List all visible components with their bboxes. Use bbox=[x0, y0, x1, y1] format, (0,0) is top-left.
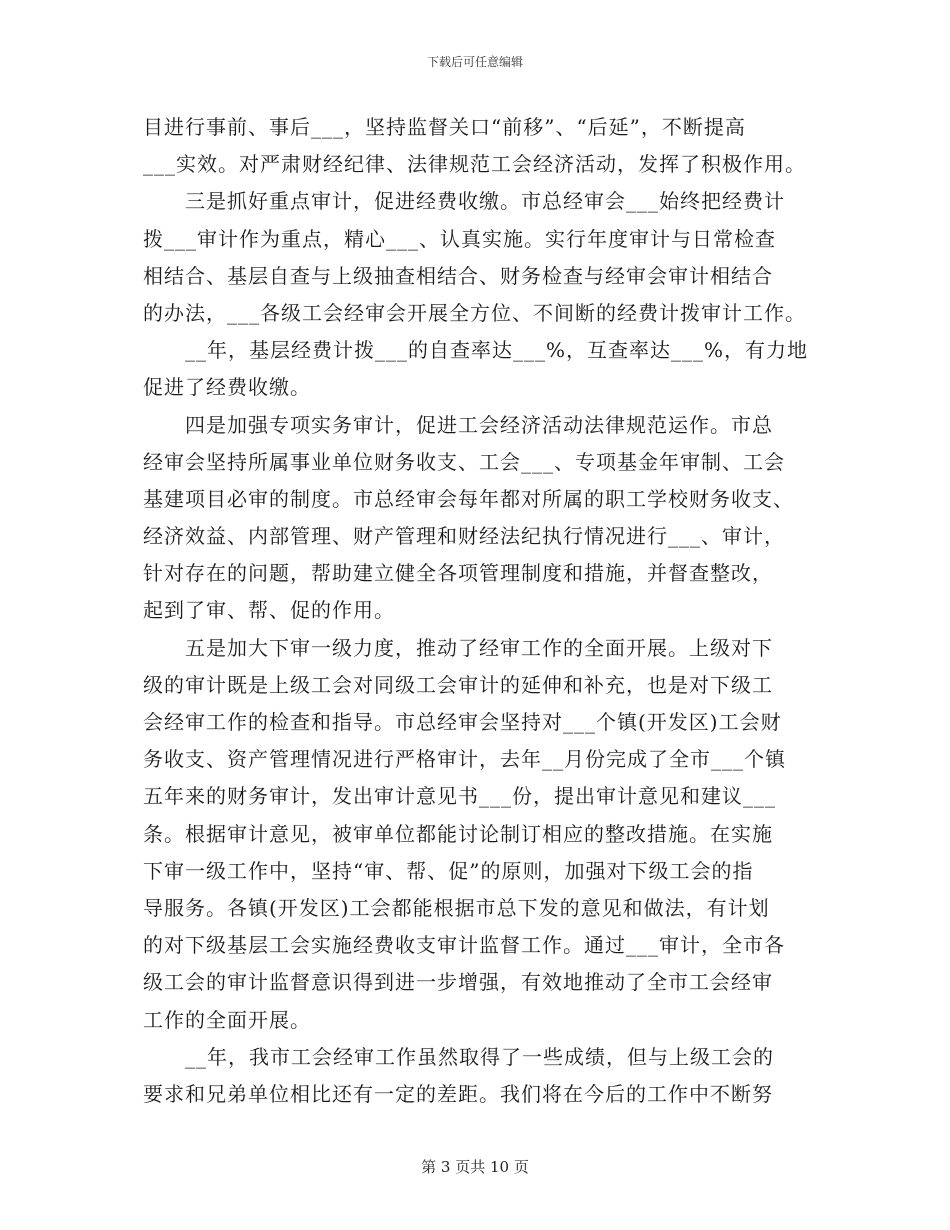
text-line: 经审会坚持所属事业单位财务收支、工会___、专项基金年审制、工会 bbox=[143, 449, 785, 474]
text-line: 目进行事前、事后___，坚持监督关口“前移”、“后延”，不断提高 bbox=[143, 115, 746, 139]
text-line: 导服务。各镇(开发区)工会都能根据市总下发的意见和做法，有计划 bbox=[143, 895, 770, 920]
text-line: 起到了审、帮、促的作用。 bbox=[143, 598, 395, 623]
text-line: 五年来的财务审计，发出审计意见书___份，提出审计意见和建议___ bbox=[143, 784, 776, 809]
text-line: 针对存在的问题，帮助建立健全各项管理制度和措施，并督查整改， bbox=[143, 561, 773, 586]
text-line: 基建项目必审的制度。市总经审会每年都对所属的职工学校财务收支、 bbox=[143, 486, 794, 511]
document-body bbox=[143, 109, 813, 1113]
text-line: ___实效。对严肃财经纪律、法律规范工会经济活动，发挥了积极作用。 bbox=[143, 152, 806, 177]
text-line: 促进了经费收缴。 bbox=[143, 375, 311, 400]
text-line: 的办法，___各级工会经审会开展全方位、不间断的经费计拨审计工作。 bbox=[143, 300, 806, 325]
text-line: 要求和兄弟单位相比还有一定的差距。我们将在今后的工作中不断努 bbox=[143, 1081, 773, 1106]
text-line: __年，基层经费计拨___的自查率达___%，互查率达___%，有力地 bbox=[143, 338, 809, 363]
text-line: 三是抓好重点审计，促进经费收缴。市总经审会___始终把经费计 bbox=[143, 189, 785, 214]
page-number: 第 3 页共 10 页 bbox=[421, 1158, 529, 1176]
text-line: 级的审计既是上级工会对同级工会审计的延伸和补充，也是对下级工 bbox=[143, 672, 773, 697]
text-line: 务收支、资产管理情况进行严格审计，去年__月份完成了全市___个镇 bbox=[143, 747, 786, 772]
text-line: 经济效益、内部管理、财产管理和财经法纪执行情况进行___、审计， bbox=[143, 524, 785, 549]
text-line: 拨___审计作为重点，精心___、认真实施。实行年度审计与日常检查 bbox=[143, 226, 776, 251]
page-header: 下载后可任意编辑 bbox=[426, 55, 523, 69]
text-line: 的对下级基层工会实施经费收支审计监督工作。通过___审计，全市各 bbox=[143, 933, 785, 958]
text-line: 相结合、基层自查与上级抽查相结合、财务检查与经审会审计相结合 bbox=[143, 263, 773, 288]
text-line: 级工会的审计监督意识得到进一步增强，有效地推动了全市工会经审 bbox=[143, 970, 773, 995]
text-line: 会经审工作的检查和指导。市总经审会坚持对___个镇(开发区)工会财 bbox=[143, 710, 782, 734]
text-line: 下审一级工作中，坚持“审、帮、促”的原则，加强对下级工会的指 bbox=[143, 858, 754, 883]
text-line: 条。根据审计意见，被审单位都能讨论制订相应的整改措施。在实施 bbox=[143, 821, 773, 846]
text-line: 工作的全面开展。 bbox=[143, 1007, 311, 1032]
text-line: 五是加大下审一级力度，推动了经审工作的全面开展。上级对下 bbox=[143, 635, 773, 660]
text-line: 四是加强专项实务审计，促进工会经济活动法律规范运作。市总 bbox=[143, 412, 773, 437]
text-line: __年，我市工会经审工作虽然取得了一些成绩，但与上级工会的 bbox=[143, 1044, 774, 1069]
